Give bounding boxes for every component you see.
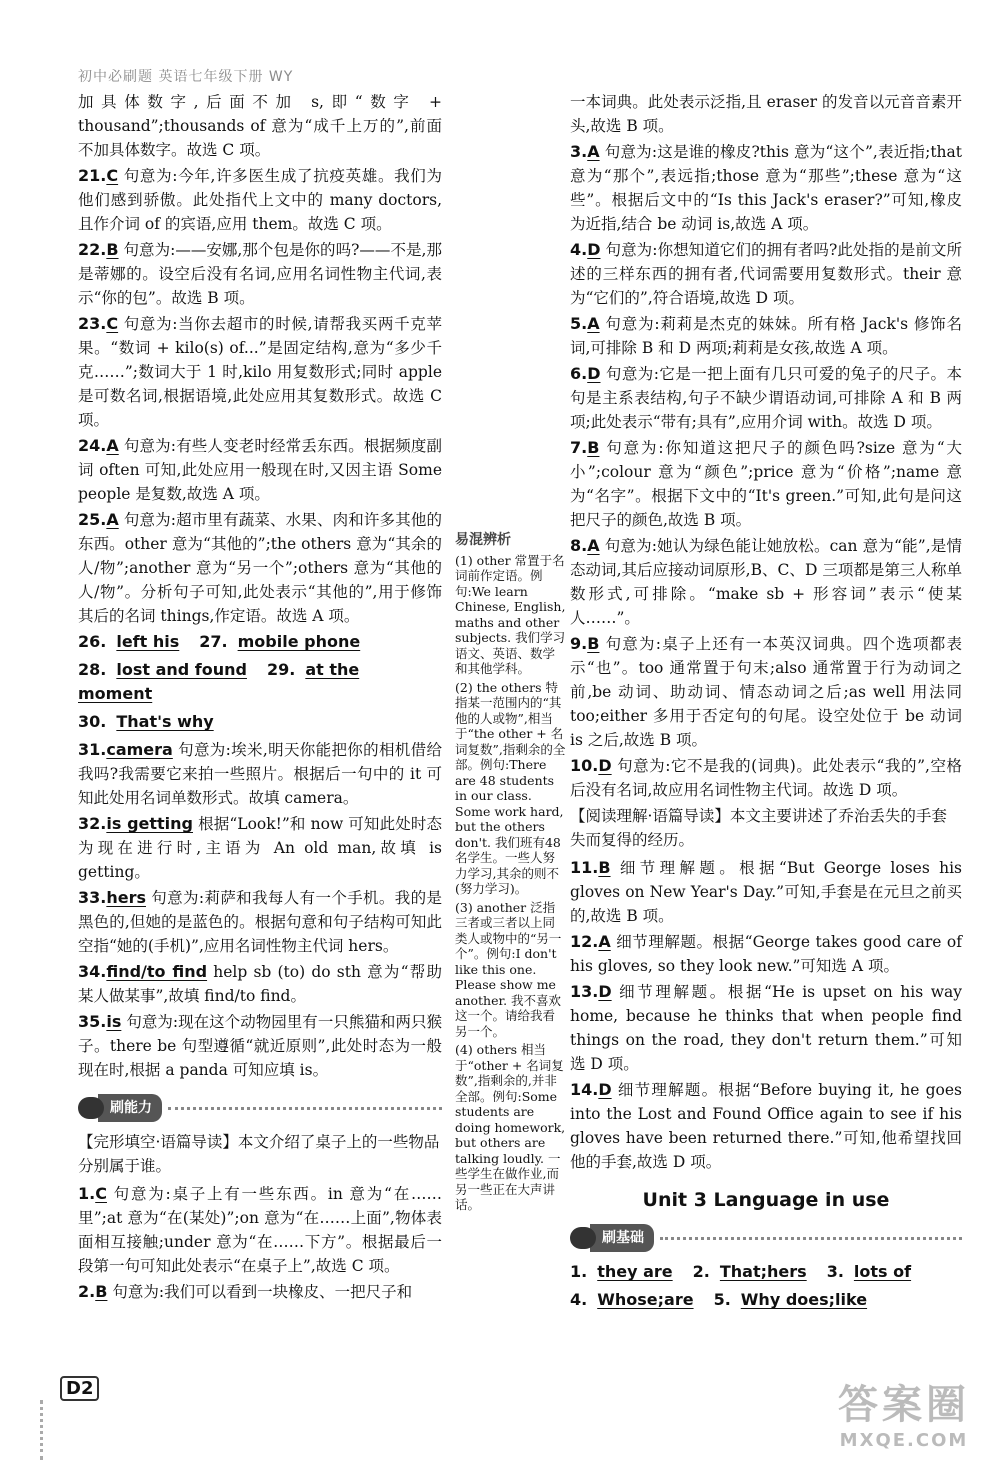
item-answer: C [106, 314, 119, 333]
left-items-3 [78, 1182, 442, 1304]
item-answer: A [598, 932, 611, 951]
answer-item [78, 164, 442, 236]
item-answer: A [587, 142, 600, 161]
item-number: 4. [570, 240, 588, 259]
item-explanation: 句意为:桌子上有一些东西。in 意为“在……里”;at 意为“在(某处)”;on 意为“在……上面”,物体表面相互接触;under 意为“在……下方”。根据最后一段第一句可知此处表示“在桌子上”,故选 C 项。 [78, 1185, 442, 1275]
item-answer: B [106, 240, 119, 259]
fill-answer [199, 633, 370, 651]
item-explanation: 句意为:超市里有蔬菜、水果、肉和许多其他的东西。other 意为“其他的”;the others 意为“其余的人/物”;another 意为“另一个”;others 意为“其他的人/物”。分析句子可知,此处表示“其他的”,用于修饰其后的名词 things,作定语。故选 A 项。 [78, 511, 442, 625]
answer-item [570, 754, 962, 802]
left-items-2 [78, 738, 442, 1082]
item-explanation: 句意为:桌子上还有一本英汉词典。四个选项都表示“也”。too 通常置于句末;also 通常置于行为动词之前,be 动词、助动词、情态动词之后;as well 用法同 too;either 多用于否定句的句尾。设空处位于 be 动词 is 之后,故选 B 项。 [570, 635, 962, 749]
item-answer: mobile phone [237, 632, 361, 651]
item-explanation: 句意为:埃米,明天你能把你的相机借给我吗?我需要它来拍一些照片。根据后一句中的 it 可知此处用名词单数形式。故填 camera。 [78, 741, 442, 807]
fill-answer [570, 1263, 683, 1281]
item-number: 3. [570, 142, 588, 161]
item-number: 1. [570, 1262, 588, 1281]
item-answer: That;hers [719, 1262, 807, 1281]
answer-item [570, 856, 962, 928]
answer-item [570, 534, 962, 630]
item-number: 11. [570, 858, 599, 877]
item-number: 23. [78, 314, 107, 333]
item-explanation: 句意为:今年,许多医生成了抗疫英雄。我们为他们感到骄傲。此处指代上文中的 many doctors,且作介词 of 的宾语,应用 them。故选 C 项。 [78, 167, 442, 233]
item-answer: is [106, 1012, 122, 1031]
continued-text: 加具体数字,后面不加 s,即“数字 + thousand”;thousands of 意为“成千上万的”,前面不加具体数字。故选 C 项。 [78, 93, 442, 159]
item-explanation: 句意为:我们可以看到一块橡皮、一把尺子和 [112, 1283, 413, 1301]
item-explanation: 细节理解题。根据“George takes good care of his gloves, so they look new.”可知选 A 项。 [570, 933, 962, 975]
item-number: 2. [692, 1262, 710, 1281]
right-column [570, 90, 962, 1316]
item-answer: A [587, 536, 600, 555]
item-answer: B [95, 1282, 108, 1301]
answer-item [78, 738, 442, 810]
item-number: 1. [78, 1184, 96, 1203]
item-number: 21. [78, 166, 107, 185]
item-answer: That's why [116, 712, 214, 731]
sidebar-title: 易混辨析 [455, 532, 511, 548]
answer-item [78, 1010, 442, 1082]
left-items-1 [78, 164, 442, 628]
watermark-url: MXQE.COM [839, 1430, 969, 1451]
item-number: 34. [78, 962, 107, 981]
answer-item [570, 140, 962, 236]
fill-answer [714, 1291, 878, 1309]
item-number: 35. [78, 1012, 107, 1031]
answer-item [570, 980, 962, 1076]
fill-row [570, 1288, 962, 1312]
item-number: 31. [78, 740, 107, 759]
item-number: 24. [78, 436, 107, 455]
item-number: 3. [826, 1262, 844, 1281]
item-number: 12. [570, 932, 599, 951]
reading-intro: 【阅读理解·语篇导读】本文主要讲述了乔治丢失的手套失而复得的经历。 [570, 807, 947, 849]
item-explanation: 句意为:这是谁的橡皮?this 意为“这个”,表近指;that 意为“那个”,表远指;those 意为“那些”;these 意为“这些”。根据后文中的“Is this Jack's eraser?”可知,橡皮为近指,结合 be 动词 is,故选 A 项。 [570, 143, 963, 233]
item-number: 33. [78, 888, 107, 907]
watermark-text: 答案圈 [838, 1382, 970, 1428]
answer-item [78, 960, 442, 1008]
item-explanation: 细节理解题。根据“He is upset on his way home, because he thinks that when people find things on the road, they don't return them.”可知选 D 项。 [570, 983, 962, 1073]
item-number: 9. [570, 634, 588, 653]
corner-decoration [40, 1400, 65, 1460]
answer-item [78, 238, 442, 310]
watermark-logo [838, 1373, 970, 1451]
fill-answer [78, 713, 224, 731]
fill-row [78, 658, 442, 706]
item-answer: A [106, 510, 119, 529]
answer-item [78, 508, 442, 628]
item-number: 14. [570, 1080, 599, 1099]
item-number: 27. [199, 632, 228, 651]
item-number: 13. [570, 982, 599, 1001]
item-explanation: 句意为:她认为绿色能让她放松。can 意为“能”,是情态动词,其后应接动词原形,B、C、D 三项都是第三人称单数形式,可排除。“make sb + 形容词”表示“使某人……”。 [570, 537, 962, 627]
fill-row [570, 1260, 962, 1284]
answer-item [570, 436, 962, 532]
item-explanation: 句意为:你知道这把尺子的颜色吗?size 意为“大小”;colour 意为“颜色”;price 意为“价格”;name 意为“名字”。根据下文中的“It's green.”可知,此句是问这把尺子的颜色,故选 B 项。 [570, 439, 962, 529]
note-line: (4) others 相当于“other + 名词复数”,指剩余的,并非全部。例句:Some students are doing homework, but others are talking loudly. 一些学生在做作业,而另一些正在大声讲话。 [455, 1042, 566, 1212]
item-number: 26. [78, 632, 107, 651]
item-explanation: 细节理解题。根据“Before buying it, he goes into the Lost and Found Office again to see if his gloves have been returned there.”可知,他希望找回他的手套,故选 D 项。 [570, 1081, 962, 1171]
item-number: 4. [570, 1290, 588, 1309]
page-header: 初中必刷题 英语七年级下册 WY [78, 69, 294, 85]
item-number: 28. [78, 660, 107, 679]
pen-icon [570, 1227, 596, 1249]
fill-row [78, 710, 442, 734]
item-explanation: 细节理解题。根据“But George loses his gloves on New Year's Day.”可知,手套是在元旦之前买的,故选 B 项。 [570, 859, 962, 925]
answer-item [78, 812, 442, 884]
item-answer: B [598, 858, 611, 877]
answer-item [78, 434, 442, 506]
item-explanation: 句意为:莉莉是杰克的妹妹。所有格 Jack's 修饰名词,可排除 B 和 D 两项;莉莉是女孩,故选 A 项。 [570, 315, 962, 357]
item-number: 6. [570, 364, 588, 383]
item-answer: A [106, 436, 119, 455]
fill-answer [827, 1263, 921, 1281]
item-explanation: 句意为:有些人变老时经常丢东西。根据频度副词 often 可知,此处应用一般现在时,又因主语 Some people 是复数,故选 A 项。 [78, 437, 442, 503]
fill-answer [78, 633, 189, 651]
section-badge [570, 1224, 962, 1252]
left-column [78, 90, 442, 1306]
continued-text: 一本词典。此处表示泛指,且 eraser 的发音以元音音素开头,故选 B 项。 [570, 93, 962, 135]
answer-item [570, 1078, 962, 1174]
item-answer: Why does;like [740, 1290, 868, 1309]
item-number: 25. [78, 510, 107, 529]
section-title: 刷能力 [98, 1094, 162, 1122]
item-answer: B [587, 438, 600, 457]
item-answer: lots of [853, 1262, 912, 1281]
item-answer: lost and found [116, 660, 247, 679]
answer-item [78, 886, 442, 958]
item-answer: D [587, 364, 601, 383]
note-line: (3) another 泛指三者或三者以上同类人或物中的“另一个”。例句:I don't like this one. Please show me another. 我不喜欢这一个。请给我看另一个。 [455, 899, 562, 1039]
item-explanation: 句意为:它不是我的(词典)。此处表示“我的”,空格后没有名词,故应用名词性物主代词。故选 D 项。 [570, 757, 962, 799]
answer-item [78, 1280, 442, 1304]
right-items-1 [570, 140, 962, 802]
item-explanation: 根据“Look!”和 now 可知此处时态为现在进行时,主语为 An old man,故填 is getting。 [78, 815, 442, 881]
item-answer: they are [597, 1262, 673, 1281]
item-answer: Whose;are [597, 1290, 694, 1309]
item-answer: C [106, 166, 119, 185]
answer-item [78, 312, 442, 432]
note-line: (1) other 常置于名词前作定语。例句:We learn Chinese, English, maths and other subjects. 我们学习语文、英语、数学和其他学科。 [455, 552, 566, 676]
left-fills [78, 630, 442, 734]
item-number: 30. [78, 712, 107, 731]
item-answer: camera [106, 740, 173, 759]
item-answer: C [95, 1184, 107, 1203]
section-title: 刷基础 [590, 1224, 654, 1252]
item-answer: A [587, 314, 600, 333]
answer-item [570, 930, 962, 978]
right-items-2 [570, 856, 962, 1174]
item-number: 8. [570, 536, 588, 555]
answer-item [570, 362, 962, 434]
answer-item [570, 238, 962, 310]
item-number: 7. [570, 438, 588, 457]
item-answer: D [587, 240, 601, 259]
item-explanation: 句意为:它是一把上面有几只可爱的兔子的尺子。本句是主系表结构,句子不缺少谓语动词,可排除 A 和 B 两项;此处表示“带有;具有”,应用介词 with。故选 D 项。 [570, 365, 962, 431]
item-number: 22. [78, 240, 107, 259]
answer-item [570, 632, 962, 752]
divider [660, 1237, 962, 1240]
fill-answer [570, 1291, 704, 1309]
unit-title: Unit 3 Language in use [642, 1189, 890, 1211]
item-answer: find/to find [106, 962, 208, 981]
item-number: 5. [570, 314, 588, 333]
item-answer: D [598, 1080, 612, 1099]
divider [168, 1107, 442, 1110]
item-explanation: 句意为:现在这个动物园里有一只熊猫和两只猴子。there be 句型遵循“就近原则”,此处时态为一般现在时,根据 a panda 可知应填 is。 [78, 1013, 442, 1079]
fill-row [78, 630, 442, 654]
answer-item [570, 312, 962, 360]
item-answer: is getting [106, 814, 193, 833]
answer-item [78, 1182, 442, 1278]
item-number: 29. [266, 660, 296, 679]
item-explanation: help sb (to) do sth 意为“帮助某人做某事”,故填 find/to find。 [78, 963, 443, 1005]
sidebar-notes [455, 533, 567, 1216]
item-answer: hers [106, 888, 146, 907]
item-answer: B [587, 634, 600, 653]
item-number: 5. [713, 1290, 731, 1309]
item-explanation: 句意为:——安娜,那个包是你的吗?——不是,那是蒂娜的。设空后没有名词,应用名词性物主代词,表示“你的包”。故选 B 项。 [78, 241, 442, 307]
item-answer: D [598, 982, 612, 1001]
item-number: 2. [78, 1282, 96, 1301]
item-explanation: 句意为:当你去超市的时候,请帮我买两千克苹果。“数词 + kilo(s) of...”是固定结构,意为“多少千克……”;数词大于 1 时,kilo 用复数形式;同时 apple 是可数名词,根据语境,此处应用其复数形式。故选 C 项。 [78, 315, 442, 429]
item-explanation: 句意为:莉萨和我每人有一个手机。我的是黑色的,但她的是蓝色的。根据句意和句子结构可知此空指“她的(手机)”,应用名词性物主代词 hers。 [78, 889, 442, 955]
page-number: D2 [60, 1376, 99, 1401]
pen-icon [78, 1097, 104, 1119]
item-answer: left his [116, 632, 180, 651]
item-number: 10. [570, 756, 599, 775]
right-fills [570, 1260, 962, 1312]
note-line: (2) the others 特指某一范围内的“其他的人或物”,相当于“the other + 名词复数”,指剩余的全部。例句:There are 48 students in our class. Some work hard, but the others don't. 我们班有48名学生。一些人努力学习,其余的则不(努力学习)。 [455, 679, 566, 896]
item-answer: D [598, 756, 612, 775]
fill-answer [693, 1263, 817, 1281]
item-explanation: 句意为:你想知道它们的拥有者吗?此处指的是前文所述的三样东西的拥有者,代词需要用复数形式。their 意为“它们的”,符合语境,故选 D 项。 [570, 241, 962, 307]
item-number: 32. [78, 814, 107, 833]
fill-answer [78, 661, 257, 679]
cloze-intro: 【完形填空·语篇导读】本文介绍了桌子上的一些物品分别属于谁。 [78, 1133, 440, 1175]
section-badge [78, 1094, 442, 1122]
item-answer: at the moment [78, 660, 360, 703]
